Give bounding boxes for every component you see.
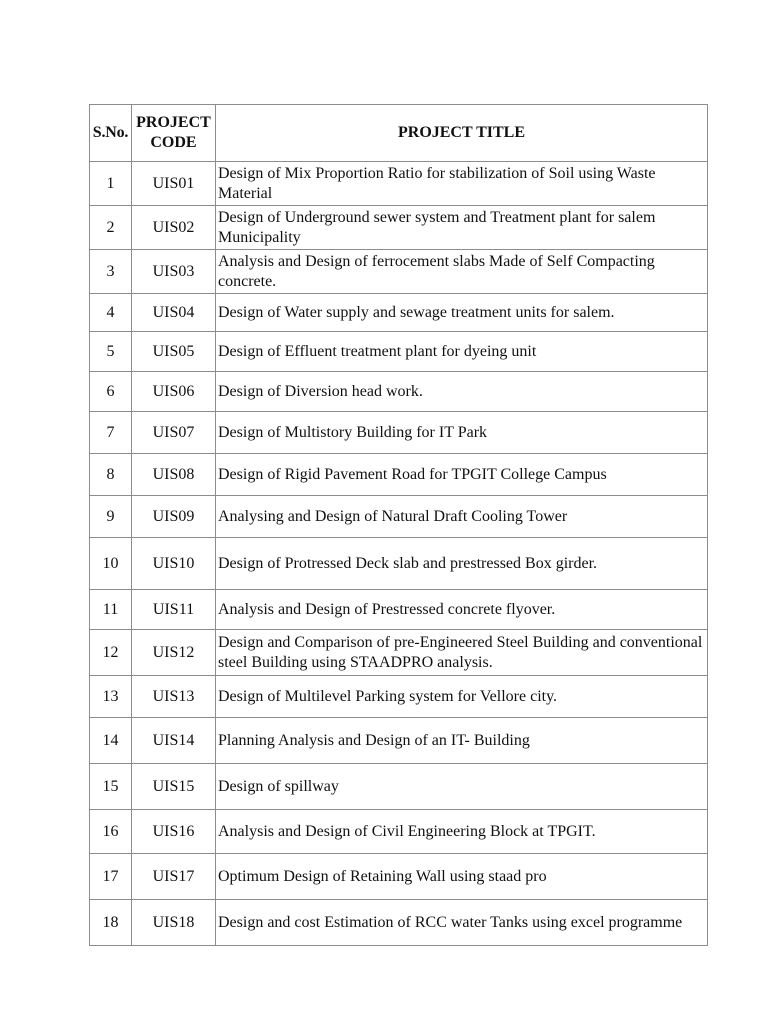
cell-project-title: Planning Analysis and Design of an IT- Building <box>216 718 708 764</box>
cell-project-title: Analysis and Design of Civil Engineering Block at TPGIT. <box>216 810 708 854</box>
cell-project-title: Design and cost Estimation of RCC water Tanks using excel programme <box>216 900 708 946</box>
cell-project-code: UIS04 <box>132 294 216 332</box>
cell-project-code: UIS05 <box>132 332 216 372</box>
cell-sno: 4 <box>90 294 132 332</box>
cell-sno: 1 <box>90 162 132 206</box>
cell-sno: 12 <box>90 630 132 676</box>
cell-project-title: Design and Comparison of pre-Engineered Steel Building and conventional steel Building using STAADPRO analysis. <box>216 630 708 676</box>
table-row <box>90 810 708 854</box>
cell-project-title: Design of spillway <box>216 764 708 810</box>
header-sno: S.No. <box>90 105 132 162</box>
cell-project-title: Analysing and Design of Natural Draft Cooling Tower <box>216 496 708 538</box>
cell-project-title: Design of Rigid Pavement Road for TPGIT College Campus <box>216 454 708 496</box>
header-project-code <box>132 105 216 162</box>
cell-project-code: UIS14 <box>132 718 216 764</box>
cell-project-code: UIS08 <box>132 454 216 496</box>
cell-sno: 17 <box>90 854 132 900</box>
project-table <box>89 104 708 946</box>
cell-project-code: UIS11 <box>132 590 216 630</box>
cell-sno: 9 <box>90 496 132 538</box>
table-row <box>90 162 708 206</box>
table-row <box>90 854 708 900</box>
cell-project-title: Optimum Design of Retaining Wall using staad pro <box>216 854 708 900</box>
cell-sno: 8 <box>90 454 132 496</box>
cell-sno: 2 <box>90 206 132 250</box>
cell-sno: 11 <box>90 590 132 630</box>
cell-sno: 15 <box>90 764 132 810</box>
table-row <box>90 250 708 294</box>
cell-sno: 3 <box>90 250 132 294</box>
table-row <box>90 454 708 496</box>
cell-sno: 18 <box>90 900 132 946</box>
cell-project-code: UIS17 <box>132 854 216 900</box>
cell-project-code: UIS02 <box>132 206 216 250</box>
cell-project-code: UIS09 <box>132 496 216 538</box>
table-row <box>90 630 708 676</box>
cell-project-code: UIS12 <box>132 630 216 676</box>
table-row <box>90 718 708 764</box>
table-row <box>90 294 708 332</box>
table-row <box>90 496 708 538</box>
cell-project-code: UIS16 <box>132 810 216 854</box>
cell-sno: 10 <box>90 538 132 590</box>
cell-sno: 6 <box>90 372 132 412</box>
cell-project-title: Design of Effluent treatment plant for dyeing unit <box>216 332 708 372</box>
table-row <box>90 764 708 810</box>
cell-sno: 5 <box>90 332 132 372</box>
cell-sno: 14 <box>90 718 132 764</box>
cell-project-code: UIS10 <box>132 538 216 590</box>
cell-project-code: UIS18 <box>132 900 216 946</box>
table-row <box>90 590 708 630</box>
cell-project-code: UIS06 <box>132 372 216 412</box>
cell-project-title: Design of Underground sewer system and Treatment plant for salem Municipality <box>216 206 708 250</box>
cell-sno: 16 <box>90 810 132 854</box>
cell-project-title: Design of Mix Proportion Ratio for stabilization of Soil using Waste Material <box>216 162 708 206</box>
header-project-code-line1: PROJECT <box>136 114 211 131</box>
cell-project-title: Analysis and Design of Prestressed concrete flyover. <box>216 590 708 630</box>
cell-project-code: UIS07 <box>132 412 216 454</box>
header-project-code-line2: CODE <box>150 134 197 151</box>
cell-project-title: Design of Water supply and sewage treatment units for salem. <box>216 294 708 332</box>
table-row <box>90 372 708 412</box>
table-body <box>90 162 708 946</box>
cell-project-title: Design of Diversion head work. <box>216 372 708 412</box>
table-header-row <box>90 105 708 162</box>
cell-project-code: UIS13 <box>132 676 216 718</box>
table-row <box>90 206 708 250</box>
table-row <box>90 676 708 718</box>
table-row <box>90 538 708 590</box>
cell-project-code: UIS15 <box>132 764 216 810</box>
cell-project-title: Design of Multistory Building for IT Park <box>216 412 708 454</box>
table-row <box>90 900 708 946</box>
cell-sno: 7 <box>90 412 132 454</box>
cell-project-title: Design of Protressed Deck slab and prestressed Box girder. <box>216 538 708 590</box>
table-row <box>90 332 708 372</box>
cell-project-code: UIS03 <box>132 250 216 294</box>
cell-project-title: Design of Multilevel Parking system for Vellore city. <box>216 676 708 718</box>
cell-project-code: UIS01 <box>132 162 216 206</box>
table-row <box>90 412 708 454</box>
header-project-title: PROJECT TITLE <box>216 105 708 162</box>
cell-project-title: Analysis and Design of ferrocement slabs Made of Self Compacting concrete. <box>216 250 708 294</box>
cell-sno: 13 <box>90 676 132 718</box>
